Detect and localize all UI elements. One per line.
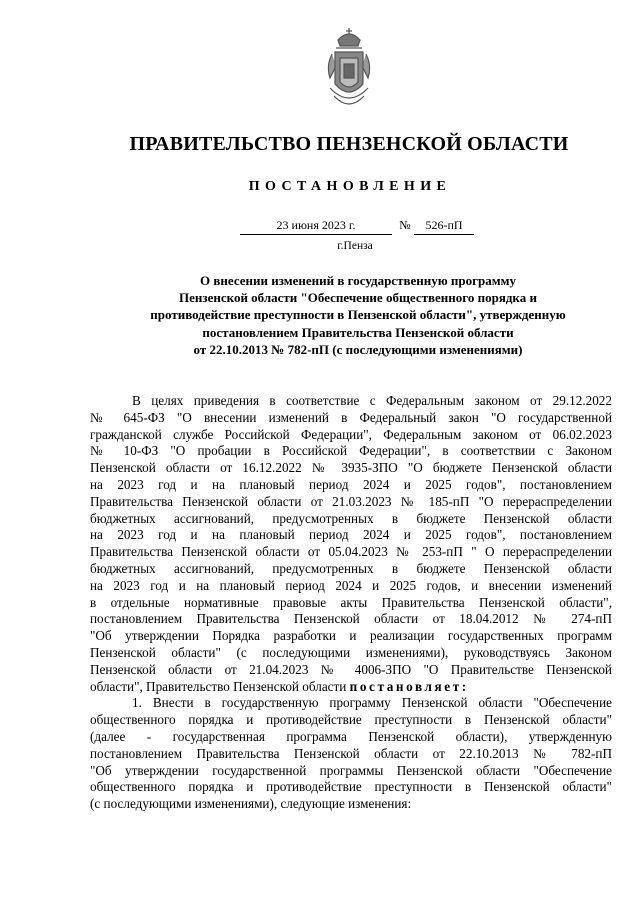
body-line: Пензенской области от 16.12.2022 № 3935-ЗПО "О бюджете Пензенской области: [90, 460, 612, 476]
item-line: (далее - государственная программа Пензенской области), утвержденную: [90, 728, 612, 744]
item-line: "Об утверждении государственной программы Пензенской области "Обеспечение: [90, 762, 612, 778]
body-line: Правительства Пензенской области от 21.03.2023 № 185-пП "О перераспределении: [90, 493, 612, 509]
decree-date: 23 июня 2023 г.: [240, 218, 392, 235]
body-line: на 2023 год и на плановый период 2024 и 2025 годов, и внесении изменений: [90, 577, 612, 593]
item-line: постановлением Правительства Пензенской области от 22.10.2013 № 782-пП: [90, 745, 612, 761]
body-line: Пензенской области" (с последующими изменениями), руководствуясь Законом: [90, 644, 612, 660]
body-line: постановлением Правительства Пензенской области от 18.04.2012 № 274-пП: [90, 611, 612, 627]
heading-line: противодействие преступности в Пензенской области", утвержденную: [150, 307, 566, 323]
city: г.Пенза: [337, 240, 373, 252]
body-line: в отдельные нормативные правовые акты Правительства Пензенской области",: [90, 594, 612, 610]
heading-line: О внесении изменений в государственную программу: [200, 273, 516, 288]
body-line: "Об утверждении Порядка разработки и реализации государственных программ: [90, 628, 612, 644]
body-line: на 2023 год и на плановый период 2024 и 2025 годов", постановлением: [90, 476, 612, 492]
body-line: № 10-ФЗ "О пробации в Российской Федерации", в соответствии с Законом: [90, 443, 612, 459]
decree-line-text: области", Правительство Пензенской области: [90, 678, 347, 694]
body-line: В целях приведения в соответствие с Федеральным законом от 29.12.2022: [132, 393, 612, 408]
item-line: (с последующими изменениями), следующие изменения:: [90, 796, 412, 812]
body-line: на 2023 год и на плановый период 2024 и 2025 годов", постановлением: [90, 527, 612, 543]
government-title: ПРАВИТЕЛЬСТВО ПЕНЗЕНСКОЙ ОБЛАСТИ: [129, 133, 569, 155]
body-line: бюджетных ассигнований, предусмотренных в бюджете Пензенской области: [90, 510, 612, 526]
body-line: Пензенской области от 21.04.2023 № 4006-ЗПО "О Правительстве Пензенской: [90, 661, 612, 677]
item-line: общественного порядка и противодействие преступности в Пензенской области": [90, 712, 612, 728]
body-line: бюджетных ассигнований, предусмотренных в бюджете Пензенской области: [90, 560, 612, 576]
document-type: ПОСТАНОВЛЕНИЕ: [248, 179, 452, 194]
decree-heading: [100, 272, 616, 358]
decree-line: [90, 679, 612, 696]
item-line: общественного порядка и противодействие преступности в Пензенской области": [90, 779, 612, 795]
decree-verb: постановляет:: [349, 678, 469, 694]
number-sign: №: [399, 218, 411, 232]
body-line: Правительства Пензенской области от 05.04.2023 № 253-пП " О перераспределении: [90, 544, 612, 560]
body-line: гражданской службе Российской Федерации", Федеральным законом от 06.02.2023: [90, 426, 612, 442]
decree-number: 526-пП: [414, 218, 474, 235]
item-line: 1. Внести в государственную программу Пензенской области "Обеспечение: [132, 695, 612, 711]
coat-of-arms-icon: [326, 26, 372, 112]
heading-line: постановлением Правительства Пензенской области: [202, 324, 514, 340]
heading-line: Пензенской области "Обеспечение общественного порядка и: [179, 290, 537, 306]
body-line: № 645-ФЗ "О внесении изменений в Федеральный закон "О государственной: [90, 409, 612, 425]
heading-line: от 22.10.2013 № 782-пП (с последующими изменениями): [193, 341, 523, 357]
decree-body: [90, 393, 612, 813]
